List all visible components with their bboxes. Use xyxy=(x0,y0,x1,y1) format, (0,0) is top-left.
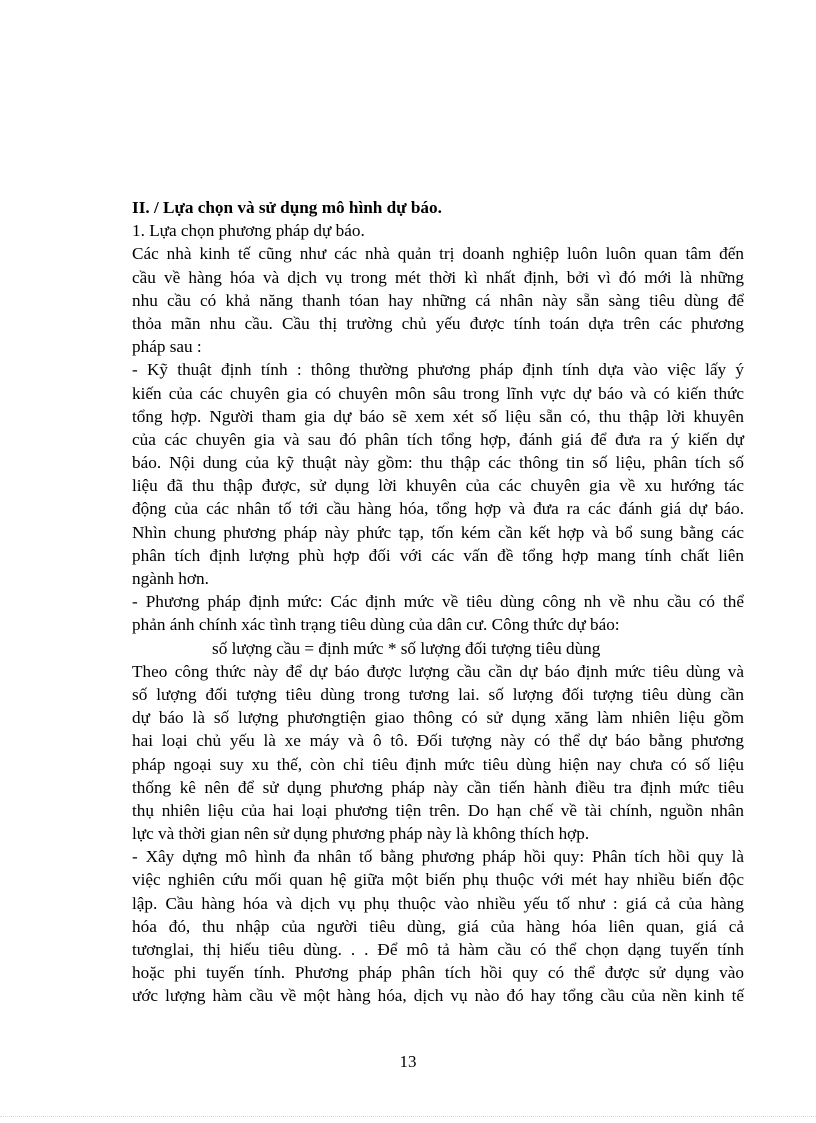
formula-line: số lượng cầu = định mức * số lượng đối tượng tiêu dùng xyxy=(212,638,601,658)
page-bottom-divider xyxy=(0,1116,816,1117)
text-line: phản ánh chính xác tình trạng tiêu dùng của dân cư. Công thức dự báo: xyxy=(132,615,620,635)
text-line: - Phương pháp định mức: Các định mức về tiêu dùng công nh về nhu cầu có thể xyxy=(132,592,744,612)
text-line: liệu đã thu thập được, sử dụng lời khuyên của các chuyên gia về xu hướng tác xyxy=(132,476,744,496)
text-line: lập. Cầu hàng hóa và dịch vụ phụ thuộc vào nhiều yếu tố như : giá cả của hàng xyxy=(132,893,744,913)
text-line: tươnglai, thị hiếu tiêu dùng. . . Để mô tả hàm cầu có thể chọn dạng tuyến tính xyxy=(132,940,744,959)
text-line: phân tích định lượng phù hợp đối với các vấn đề tổng hợp mang tính chất liên xyxy=(132,545,744,565)
page-number: 13 xyxy=(399,1052,417,1071)
text-line: ước lượng hàm cầu về một hàng hóa, dịch vụ nào đó hay tổng cầu của nền kinh tế xyxy=(132,986,744,1006)
text-line: nhu cầu có khả năng thanh tóan hay những cá nhân này sẵn sàng tiêu dùng để xyxy=(132,290,744,310)
text-line: thỏa mãn nhu cầu. Cầu thị trường chủ yếu được tính toán dựa trên các phương xyxy=(132,313,744,333)
text-line: ngành hơn. xyxy=(132,569,209,588)
text-line: hai loại chủ yếu là xe máy và ô tô. Đối tượng này có thể dự báo bằng phương xyxy=(132,731,744,751)
text-line: kiến của các chuyên gia có chuyên môn sâu trong lĩnh vực dự báo và có kiến thức xyxy=(132,383,744,403)
text-line: lực và thời gian nên sử dụng phương pháp này là không thích hợp. xyxy=(132,824,590,844)
subheading: 1. Lựa chọn phương pháp dự báo. xyxy=(132,221,365,241)
text-line: hoặc phi tuyến tính. Phương pháp phân tích hồi quy có thể được sử dụng vào xyxy=(132,963,744,983)
text-line: pháp ngoại suy xu thế, còn chỉ tiêu định mức tiêu dùng hiện nay chưa có số liệu xyxy=(132,754,744,774)
text-line: động của các nhân tố tới cầu hàng hóa, tổng hợp và đưa ra các đánh giá dự báo. xyxy=(132,499,744,519)
text-line: số lượng đối tượng tiêu dùng trong tương lai. số lượng đối tượng tiêu dùng cần xyxy=(132,684,744,704)
text-line: Các nhà kinh tế cũng như các nhà quản trị doanh nghiệp luôn luôn quan tâm đến xyxy=(132,244,744,264)
text-line: pháp sau : xyxy=(132,337,202,357)
text-line: - Kỹ thuật định tính : thông thường phương pháp định tính dựa vào việc lấy ý xyxy=(132,360,744,380)
text-line: cầu về hàng hóa và dịch vụ trong mét thời kì nhất định, bởi vì đó mới là những xyxy=(132,267,744,287)
text-line: thụ nhiên liệu của hai loại phương tiện trên. Do hạn chế về tài chính, nguồn nhân xyxy=(132,800,744,820)
text-line: Nhìn chung phương pháp này phức tạp, tốn kém cần kết hợp và bổ sung bằng các xyxy=(132,522,744,542)
text-line: báo. Nội dung của kỹ thuật này gồm: thu thập các thông tin số liệu, phân tích số xyxy=(132,453,744,473)
text-line: hóa đó, thu nhập của người tiêu dùng, giá của hàng hóa liên quan, giá cả xyxy=(132,916,744,936)
text-line: của các chuyên gia và sau đó phân tích tổng hợp, đánh giá để đưa ra ý kiến dự xyxy=(132,429,744,449)
section-heading: II. / Lựa chọn và sử dụng mô hình dự báo. xyxy=(132,198,442,217)
text-line: - Xây dựng mô hình đa nhân tố bằng phương pháp hồi quy: Phân tích hồi quy là xyxy=(132,847,744,867)
text-line: thống kê nên để sử dụng phương pháp này cần tiến hành điều tra định mức tiêu xyxy=(132,777,744,797)
body-text xyxy=(132,196,744,1008)
text-line: việc nghiên cứu mối quan hệ giữa một biến phụ thuộc với mét hay nhiều biến độc xyxy=(132,870,744,890)
text-line: tổng hợp. Người tham gia dự báo sẽ xem xét số liệu sẵn có, thu thập lời khuyên xyxy=(132,406,744,426)
text-line: dự báo là số lượng phươngtiện giao thông có sử dụng xăng làm nhiên liệu gồm xyxy=(132,708,744,728)
text-line: Theo công thức này để dự báo được lượng cầu cần dự báo định mức tiêu dùng và xyxy=(132,661,744,681)
